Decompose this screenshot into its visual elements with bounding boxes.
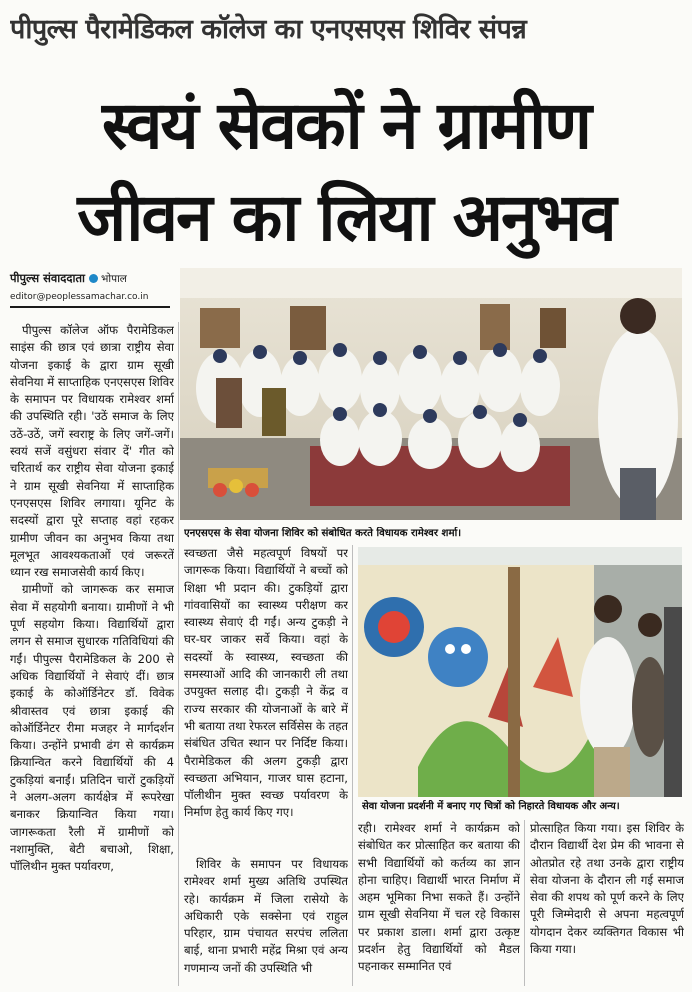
reporter-email[interactable]: editor@peoplessamachar.co.in: [10, 292, 149, 302]
photo-nss-camp-address: [180, 268, 682, 520]
logo-dot-icon: [89, 274, 98, 283]
column-separator: [178, 322, 179, 986]
photo-2-caption: सेवा योजना प्रदर्शनी में बनाए गए चित्रों को निहारते विधायक और अन्य।: [362, 801, 620, 812]
reporter-name: पीपुल्स संवाददाता: [10, 271, 86, 285]
article-column-1: [10, 322, 174, 986]
dateline-city: भोपाल: [101, 273, 127, 285]
paragraph: पीपुल्स कॉलेज ऑफ पैरामेडिकल साइंस की छात्र एवं छात्रा राष्ट्रीय सेवा योजना इकाई के द्वारा ग्राम सूखी सेवनिया में साप्ताहिक एनएसएस शिविर के समापन पर विधायक रामेश्वर शर्मा की उपस्थिति रही। 'उठें समाज के लिए उठें-उठें, जगें स्वराष्ट्र के लिए जगें-जगें। स्वयं सजें वसुंधरा संवार दें' गीत को चरितार्थ कर राष्ट्रीय सेवा योजना इकाई ने ग्राम सूखी सेवनिया में साप्ताहिक एनएसएस शिविर लगाया। यूनिट के सदस्यों द्वारा पूरे सप्ताह वहां रहकर ग्रामीण जीवन का अनुभव किया तथा मूलभूत आवश्यकताओं एवं जरूरतें ध्यान रख समाजसेवी कार्य किए।: [10, 323, 174, 580]
byline-rule: [10, 306, 170, 308]
photo-1-caption: एनएसएस के सेवा योजना शिविर को संबोधित करते विधायक रामेश्वर शर्मा।: [184, 528, 462, 539]
article-column-2-continued: [184, 856, 348, 986]
byline: [10, 270, 127, 286]
headline-line-2: जीवन का लिया अनुभव: [77, 179, 615, 256]
kicker-headline: पीपुल्स पैरामेडिकल कॉलेज का एनएसएस शिविर संपन्न: [10, 14, 527, 45]
article-column-2: [184, 545, 348, 877]
column-separator: [524, 820, 525, 986]
article-column-3: [358, 820, 520, 986]
article-column-4: [530, 820, 684, 986]
column-separator: [352, 545, 353, 986]
paragraph: रही। रामेश्वर शर्मा ने कार्यक्रम को संबोधित कर प्रोत्साहित कर बताया की सभी विद्यार्थियों को कर्तव्य का ज्ञान होना चाहिए। विद्यार्थी भारत निर्माण में अहम भूमिका निभा सकते हैं। उन्होंने ग्राम सूखी सेवनिया में चल रहे विकास पर प्रकाश डाला। शर्मा द्वारा उत्कृष्ट प्रदर्शन हेतु विद्यार्थियों को मैडल पहनाकर सम्मानित एवं: [358, 821, 520, 974]
headline-line-1: स्वयं सेवकों ने ग्रामीण: [102, 87, 590, 164]
paragraph: शिविर के समापन पर विधायक रामेश्वर शर्मा मुख्य अतिथि उपस्थित रहे। कार्यक्रम में जिला रासेयो के अधिकारी एके सक्सेना एवं राहुल परिहार, ग्राम पंचायत सरपंच ललिता बाई, थाना प्रभारी महेंद्र मिश्रा एवं अन्य गणमान्य जनों की उपस्थिति भी: [184, 857, 348, 975]
paragraph: स्वच्छता जैसे महत्वपूर्ण विषयों पर जागरूक किया। विद्यार्थियों ने बच्चों को शिक्षा भी प्रदान की। टुकड़ियों द्वारा गांववासियों का स्वास्थ्य परीक्षण कर स्वास्थ्य सेवाएं दी गईं। अन्य टुकड़ी ने घर-घर जाकर सर्वे किया। वहां के सदस्यों के स्वास्थ्य, स्वच्छता की समस्याओं आदि की जानकारी ली तथा उपयुक्त सलाह दी। टुकड़ी ने केंद्र व राज्य सरकार की योजनाओं के बारे में भी बताया तथा रेफरल सर्विसेस के तहत संबंधित उचित स्थान पर निर्दिष्ट किया। पैरामेडिकल की अलग टुकड़ी द्वारा स्वच्छता अभियान, गाजर घास हटाना, पॉलीथीन मुक्त स्वच्छ पर्यावरण के निर्माण हेतु कार्य किए गए।: [184, 546, 348, 820]
paragraph: ग्रामीणों को जागरूक कर समाज सेवा में सहयोगी बनाया। ग्रामीणों ने भी पूर्ण सहयोग किया। विद्यार्थियों द्वारा लगन से समाज सुधारक गतिविधियां की गईं। पीपुल्स पैरामेडिकल के 200 से अधिक विद्यार्थियों ने सेवाएं दीं। छात्र इकाई के कोऑर्डिनेटर डॉ. विवेक श्रीवास्तव एवं छात्रा इकाई की कोऑर्डिनेटर रीमा मजहर ने मार्गदर्शन किया। उन्होंने प्रभावी ढंग से कार्यक्रम क्रियान्वित करने विद्यार्थियों की 4 टुकड़ियां बनाईं। प्रतिदिन चारों टुकड़ियों ने अलग-अलग कार्यक्षेत्र में रूपरेखा बनाकर क्रियान्वित किया गया। जागरूकता रैली में ग्रामीणों को नशामुक्ति, बेटी बचाओ, शिक्षा, पॉलिथीन मुक्त पर्यावरण,: [10, 582, 174, 874]
photo-exhibition-wall: [358, 547, 682, 797]
paragraph: प्रोत्साहित किया गया। इस शिविर के दौरान विद्यार्थी देश प्रेम की भावना से ओतप्रोत रहे तथा उनके द्वारा राष्ट्रीय सेवा योजना के दौरान ली गई समाज सेवा की शपथ को पूर्ण करने के लिए पूरी जिम्मेदारी से अपना महत्वपूर्ण योगदान देकर व्यक्तिगत विकास भी किया गया।: [530, 821, 684, 957]
